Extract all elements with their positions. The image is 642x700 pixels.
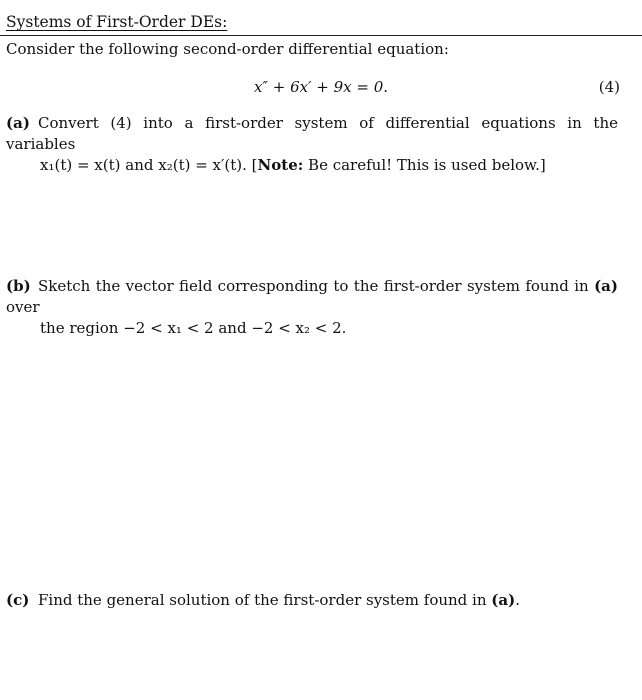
- part-b-line1-end: over: [6, 298, 40, 316]
- part-b-ref-a: (a): [594, 277, 618, 295]
- part-c-label: (c): [6, 591, 30, 609]
- part-a-line2-start: x₁(t) = x(t) and x₂(t) = x′(t). [: [40, 156, 258, 174]
- intro-text: Consider the following second-order differential equation:: [6, 40, 449, 58]
- part-b-label: (b): [6, 277, 31, 295]
- title-divider: [0, 35, 642, 36]
- part-a-label: (a): [6, 114, 30, 132]
- part-a-line1: Convert (4) into a first-order system of differential equations in the variables: [6, 114, 618, 153]
- equation-4: x″ + 6x′ + 9x = 0.: [253, 78, 389, 96]
- part-b-line1-start: Sketch the vector field corresponding to the first-order system found in: [38, 277, 595, 295]
- part-a-line2: [6, 155, 618, 176]
- part-c-ref-a: (a): [491, 591, 516, 609]
- part-c-text-end: .: [515, 591, 520, 609]
- part-c: [6, 590, 618, 611]
- part-b-line2: the region −2 < x₁ < 2 and −2 < x₂ < 2.: [40, 319, 347, 337]
- section-title: Systems of First-Order DEs:: [6, 13, 228, 31]
- equation-number: (4): [598, 78, 620, 96]
- part-a: [6, 113, 618, 176]
- part-c-text-start: Find the general solution of the first-order system found in: [38, 591, 492, 609]
- part-b: [6, 276, 618, 339]
- note-label: Note:: [257, 156, 304, 174]
- part-a-line2-end: Be careful! This is used below.]: [303, 156, 546, 174]
